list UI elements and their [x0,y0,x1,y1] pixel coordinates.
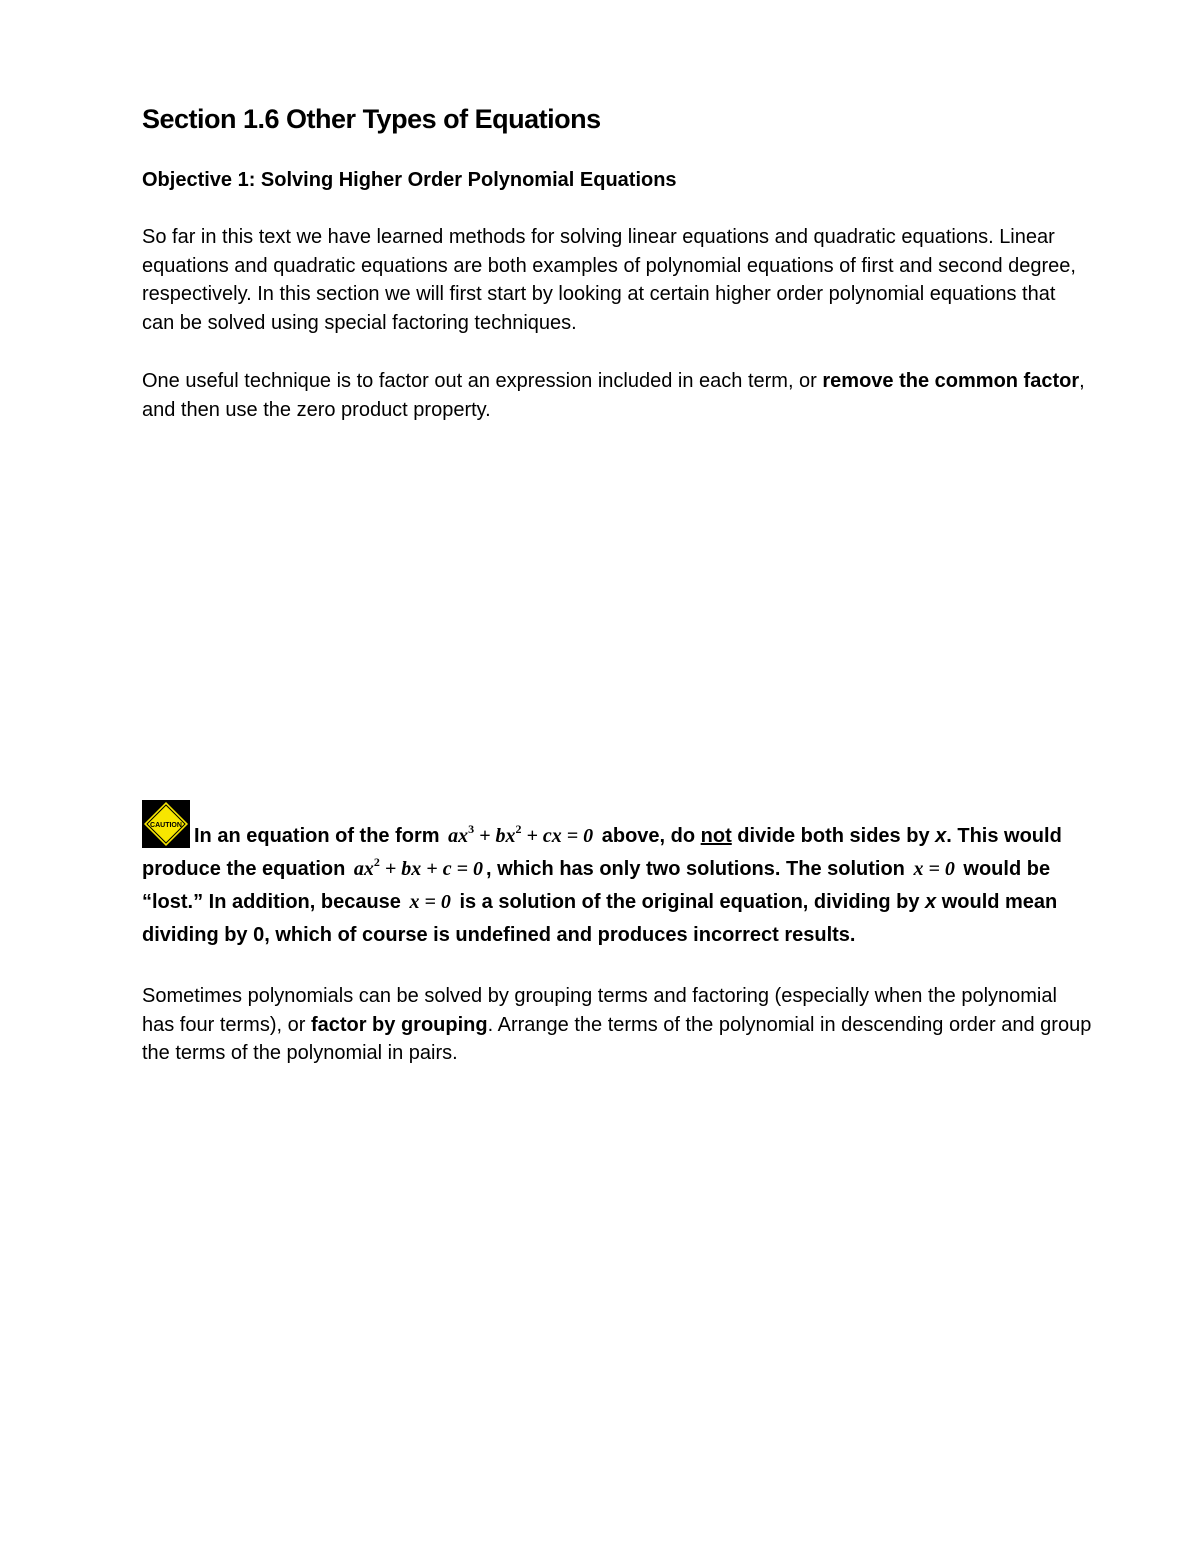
paragraph-text: , and then use the zero product property. [142,370,1085,421]
math-term: ax [448,825,469,847]
math-term: + bx [474,825,516,847]
objective-heading: Objective 1: Solving Higher Order Polynomial Equations [142,169,677,191]
section-title: Section 1.6 Other Types of Equations [142,104,601,134]
math-term: + bx + c = 0 [379,858,483,880]
caution-text: above, do [596,825,701,847]
common-factor-paragraph [142,367,1092,424]
exponent: 2 [515,822,522,836]
paragraph-text: . Arrange the terms of the polynomial in descending order and group the terms of the polynomial in pairs. [142,1013,1092,1064]
caution-text: would mean dividing by 0, which of course is undefined and produces incorrect results. [142,891,1058,946]
variable-x: x [935,825,947,847]
cubic-equation [445,822,596,847]
variable-x: x [925,891,937,913]
bold-term: remove the common factor [822,370,1080,392]
caution-text: divide both sides by [731,825,936,847]
caution-icon [142,800,190,848]
solution-equation: x = 0 [913,858,955,880]
caution-text: is a solution of the original equation, dividing by [453,891,926,913]
math-term: ax [353,858,374,880]
caution-text: would be “lost.” In addition, because [142,858,1051,913]
grouping-paragraph [142,982,1092,1068]
caution-text: , which has only two solutions. The solution [485,858,911,880]
paragraph-text: Sometimes polynomials can be solved by grouping terms and factoring (especially when the polynomial has four terms), or [142,985,1057,1036]
caution-note [142,800,1092,952]
exponent: 2 [373,855,380,869]
quadratic-equation [351,855,486,880]
intro-paragraph: So far in this text we have learned methods for solving linear equations and quadratic equations. Linear equations and quadratic equations are both examples of polynomial equations of first and second degree, respectively. In this section we will first start by looking at certain higher order polynomial equations that can be solved using special factoring techniques. [142,226,1076,334]
bold-term: factor by grouping [310,1013,488,1036]
math-term: + cx = 0 [521,825,594,847]
paragraph-text: One useful technique is to factor out an expression included in each term, or [142,370,823,392]
exponent: 3 [468,822,475,836]
caution-text: . This would produce the equation [142,825,1062,880]
underlined-not: not [700,825,732,847]
solution-equation: x = 0 [409,891,451,913]
caution-text: In an equation of the form [194,825,446,847]
caution-icon-label: CAUTION [150,822,182,829]
